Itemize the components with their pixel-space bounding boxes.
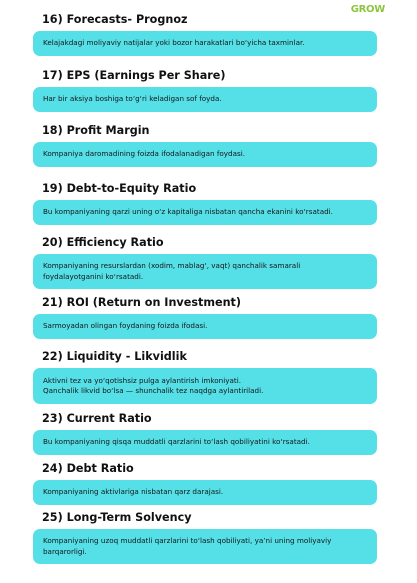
entry-title: 23) Current Ratio	[42, 412, 152, 425]
glossary-entry-16	[33, 13, 377, 56]
glossary-entry-25	[33, 511, 377, 564]
entry-title: 24) Debt Ratio	[42, 462, 134, 475]
definition-box	[33, 200, 377, 225]
entry-title: 21) ROI (Return on Investment)	[42, 296, 241, 309]
definition-text: Aktivni tez va yo‘qotishsiz pulga aylantirish imkoniyati.	[43, 375, 241, 385]
definition-box	[33, 529, 377, 564]
glossary-entry-24	[33, 462, 377, 505]
glossary-entry-23	[33, 412, 377, 455]
definition-box	[33, 87, 377, 112]
entry-title: 18) Profit Margin	[42, 124, 150, 137]
glossary-entry-22	[33, 350, 377, 404]
definition-text: Kompaniya daromadining foizda ifodalanadigan foydasi.	[43, 149, 246, 159]
glossary-entry-20	[33, 236, 377, 289]
definition-text: Kompaniyaning uzoq muddatli qarzlarini to‘lash qobiliyati, ya’ni uning moliyaviy	[43, 536, 332, 545]
definition-text: Kompaniyaning aktivlariga nisbatan qarz darajasi.	[43, 487, 224, 497]
entry-title: 19) Debt-to-Equity Ratio	[42, 182, 197, 195]
glossary-entry-19	[33, 182, 377, 225]
definition-text: Bu kompaniyaning qarzi uning o‘z kapitaliga nisbatan qancha ekanini ko‘rsatadi.	[43, 207, 333, 217]
definition-text: Sarmoyadan olingan foydaning foizda ifodasi.	[43, 321, 208, 331]
glossary-entry-18	[33, 124, 377, 167]
definition-text: foydalayotganini ko‘rsatadi.	[43, 271, 144, 281]
entry-title: 22) Liquidity - Likvidlik	[42, 350, 187, 363]
definition-text: Bu kompaniyaning qisqa muddatli qarzlarini to‘lash qobiliyatini ko‘rsatadi.	[43, 437, 310, 447]
definition-box	[33, 430, 377, 455]
glossary-entry-21	[33, 296, 377, 339]
grow-logo: GROW	[350, 4, 385, 15]
entry-title: 16) Forecasts- Prognoz	[42, 13, 188, 26]
definition-text: Kelajakdagi moliyaviy natijalar yoki bozor harakatlari bo‘yicha taxminlar.	[43, 38, 305, 48]
entry-title: 25) Long-Term Solvency	[42, 511, 192, 524]
definition-box	[33, 254, 377, 289]
definition-box	[33, 368, 377, 404]
definition-text: Kompaniyaning resurslardan (xodim, mablag‘, vaqt) qanchalik samarali	[43, 261, 301, 270]
definition-text: Har bir aksiya boshiga to‘g‘ri keladigan sof foyda.	[43, 94, 222, 104]
definition-box	[33, 142, 377, 167]
definition-box	[33, 31, 377, 56]
definition-box	[33, 480, 377, 505]
definition-text: barqarorligi.	[43, 546, 87, 556]
definition-box	[33, 314, 377, 339]
definition-text: Qanchalik likvid bo‘lsa — shunchalik tez naqdga aylantiriladi.	[43, 386, 264, 395]
entry-title: 20) Efficiency Ratio	[42, 236, 164, 249]
entry-title: 17) EPS (Earnings Per Share)	[42, 69, 226, 82]
glossary-entry-17	[33, 69, 377, 112]
